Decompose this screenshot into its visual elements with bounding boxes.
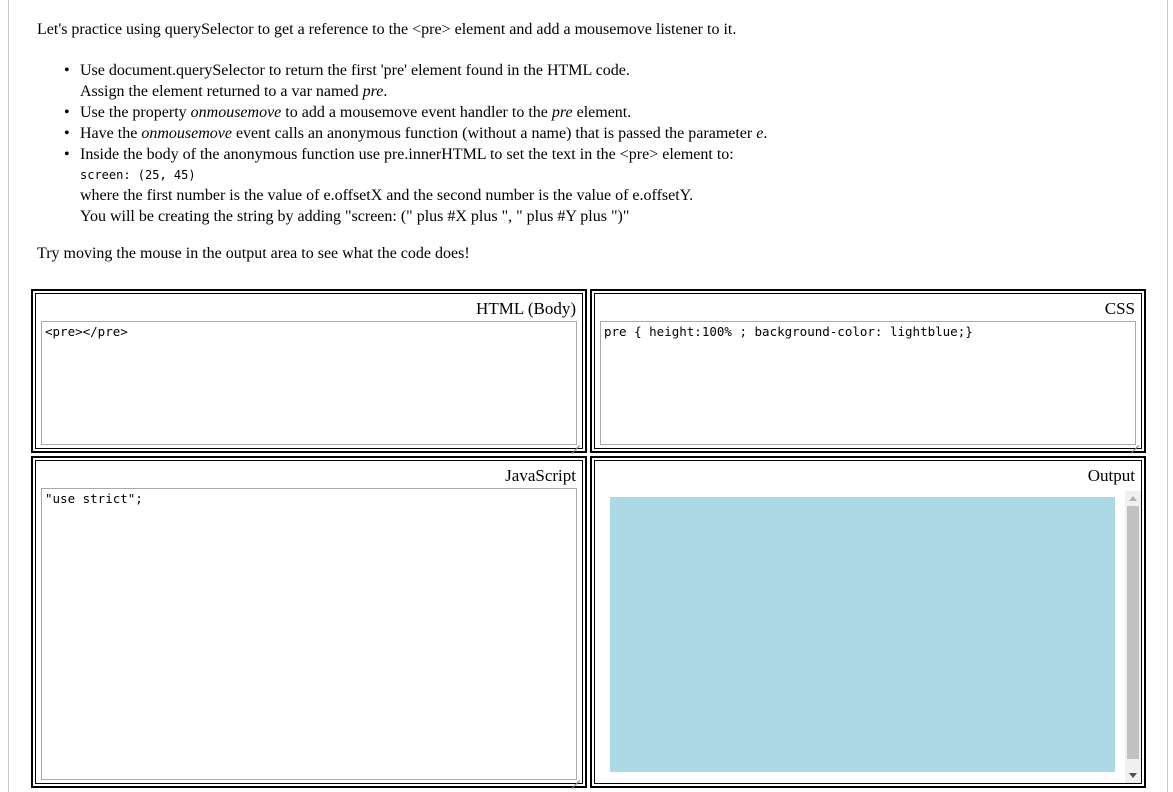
step-1-line2-italic: pre xyxy=(362,83,384,100)
step-4-line1: Inside the body of the anonymous function use pre.innerHTML to set the text in the <pre> element to: xyxy=(80,146,734,163)
bullet-icon: • xyxy=(64,104,70,121)
bullet-icon: • xyxy=(64,62,70,79)
html-editor[interactable]: <pre></pre> xyxy=(41,321,577,445)
step-3 xyxy=(64,123,980,144)
resize-grip-icon[interactable] xyxy=(572,773,580,781)
output-pre-area[interactable] xyxy=(610,497,1115,772)
step-3-italic1: onmousemove xyxy=(141,125,232,142)
step-2-italic2: pre xyxy=(551,104,573,121)
html-panel-title: HTML (Body) xyxy=(476,299,576,318)
css-panel-title: CSS xyxy=(1104,299,1135,318)
css-panel-inner xyxy=(594,293,1142,449)
resize-grip-icon[interactable] xyxy=(1131,438,1139,446)
intro-text: Let's practice using querySelector to get a reference to the <pre> element and add a mousemove listener to it. xyxy=(37,21,737,38)
step-2-italic1: onmousemove xyxy=(190,104,282,121)
bullet-icon: • xyxy=(64,146,70,163)
scroll-up-arrow-icon[interactable] xyxy=(1129,496,1137,501)
step-3-suffix: . xyxy=(763,125,768,142)
output-scrollbar[interactable] xyxy=(1125,491,1141,783)
output-panel-title: Output xyxy=(1087,466,1135,485)
css-panel xyxy=(590,289,1146,453)
output-panel xyxy=(590,456,1146,788)
scroll-thumb[interactable] xyxy=(1127,506,1139,759)
step-4 xyxy=(64,144,980,227)
instruction-steps xyxy=(64,60,980,227)
scroll-down-arrow-icon[interactable] xyxy=(1129,773,1137,778)
output-panel-inner xyxy=(594,460,1142,784)
step-2-middle: to add a mousemove event handler to the xyxy=(281,104,552,121)
try-text: Try moving the mouse in the output area to see what the code does! xyxy=(37,245,470,262)
html-panel xyxy=(31,289,587,453)
js-editor[interactable]: "use strict"; xyxy=(41,488,577,780)
step-2-suffix: element. xyxy=(572,104,632,121)
bullet-icon: • xyxy=(64,125,70,142)
html-panel-inner xyxy=(35,293,583,449)
step-1-line1: Use document.querySelector to return the first 'pre' element found in the HTML code. xyxy=(80,62,630,79)
step-2 xyxy=(64,102,980,123)
step-3-middle: event calls an anonymous function (without a name) that is passed the parameter xyxy=(231,125,757,142)
js-panel xyxy=(31,456,587,788)
step-1-line2-suffix: . xyxy=(383,83,388,100)
resize-grip-icon[interactable] xyxy=(572,438,580,446)
step-2-prefix: Use the property xyxy=(80,104,191,121)
css-editor[interactable]: pre { height:100% ; background-color: lightblue;} xyxy=(600,321,1136,445)
step-1 xyxy=(64,60,980,102)
code-sample: screen: (25, 45) xyxy=(80,168,196,182)
step-3-prefix: Have the xyxy=(80,125,142,142)
js-panel-inner xyxy=(35,460,583,784)
step-1-line2-prefix: Assign the element returned to a var named xyxy=(80,83,363,100)
js-panel-title: JavaScript xyxy=(505,466,576,485)
step-4-line3: where the first number is the value of e.offsetX and the second number is the value of e.offsetY. xyxy=(80,187,694,204)
step-4-line4: You will be creating the string by adding "screen: (" plus #X plus ", " plus #Y plus ")" xyxy=(80,208,630,225)
step-3-italic2: e xyxy=(756,125,764,142)
